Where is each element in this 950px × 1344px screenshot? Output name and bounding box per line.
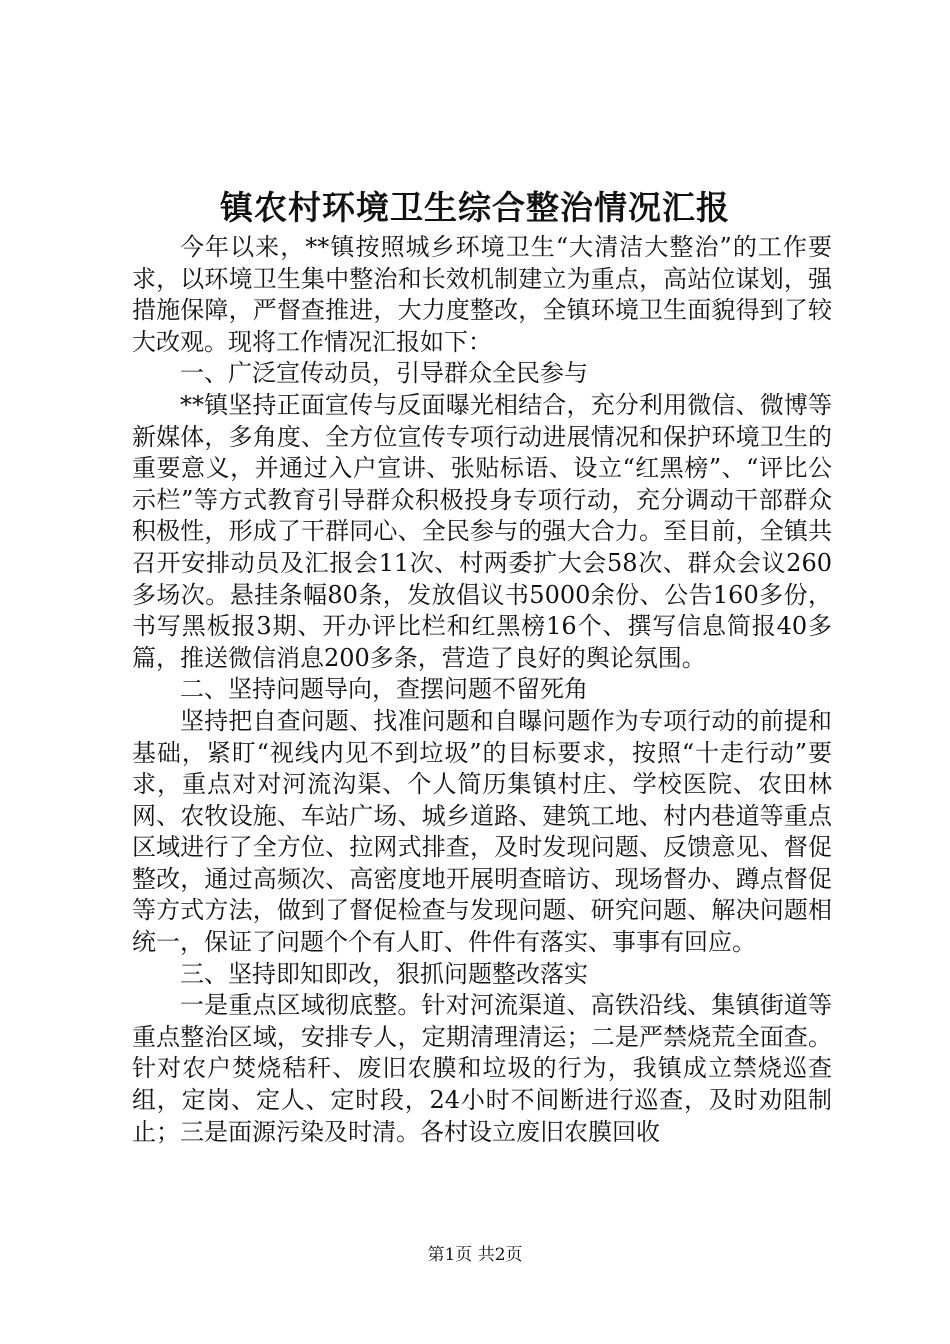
document-body bbox=[132, 232, 832, 1148]
section-heading-2: 二、坚持问题导向，查摆问题不留死角 bbox=[180, 675, 588, 704]
section-paragraph-2: 坚持把自查问题、找准问题和自曝问题作为专项行动的前提和基础，紧盯“视线内见不到垃圾”的目标要求，按照“十走行动”要求，重点对对河流沟渠、个人简历集镇村庄、学校医院、农田林网、农牧设施、车站广场、城乡道路、建筑工地、村内巷道等重点区域进行了全方位、拉网式排查，及时发现问题、反馈意见、督促整改，通过高频次、高密度地开展明查暗访、现场督办、蹲点督促等方式方法，做到了督促检查与发现问题、研究问题、解决问题相统一，保证了问题个个有人盯、件件有落实、事事有回应。 bbox=[132, 706, 832, 957]
page-number-footer: 第1页 共2页 bbox=[427, 1245, 523, 1265]
document-title: 镇农村环境卫生综合整治情况汇报 bbox=[220, 188, 730, 227]
section-paragraph-1: **镇坚持正面宣传与反面曝光相结合，充分利用微信、微博等新媒体，多角度、全方位宣传专项行动进展情况和保护环境卫生的重要意义，并通过入户宣讲、张贴标语、设立“红黑榜”、“评比公示栏”等方式教育引导群众积极投身专项行动，充分调动干部群众积极性，形成了干群同心、全民参与的强大合力。至目前，全镇共召开安排动员及汇报会11次、村两委扩大会58次、群众会议260多场次。悬挂条幅80条，发放倡议书5000余份、公告160多份，书写黑板报3期、开办评比栏和红黑榜16个、撰写信息简报40多篇，推送微信消息200多条，营造了良好的舆论氛围。 bbox=[132, 390, 832, 672]
section-paragraph-3: 一是重点区域彻底整。针对河流渠道、高铁沿线、集镇街道等重点整治区域，安排专人，定期清理清运；二是严禁烧荒全面查。针对农户焚烧秸秆、废旧农膜和垃圾的行为，我镇成立禁烧巡查组，定岗、定人、定时段，24小时不间断进行巡查，及时劝阻制止；三是面源污染及时清。各村设立废旧农膜回收 bbox=[132, 991, 832, 1146]
section-heading-3: 三、坚持即知即改，狠抓问题整改落实 bbox=[180, 959, 588, 988]
section-heading-1: 一、广泛宣传动员，引导群众全民参与 bbox=[180, 359, 588, 388]
intro-paragraph: 今年以来，**镇按照城乡环境卫生“大清洁大整治”的工作要求，以环境卫生集中整治和长效机制建立为重点，高站位谋划，强措施保障，严督查推进，大力度整改，全镇环境卫生面貌得到了较大改观。现将工作情况汇报如下： bbox=[132, 233, 832, 356]
